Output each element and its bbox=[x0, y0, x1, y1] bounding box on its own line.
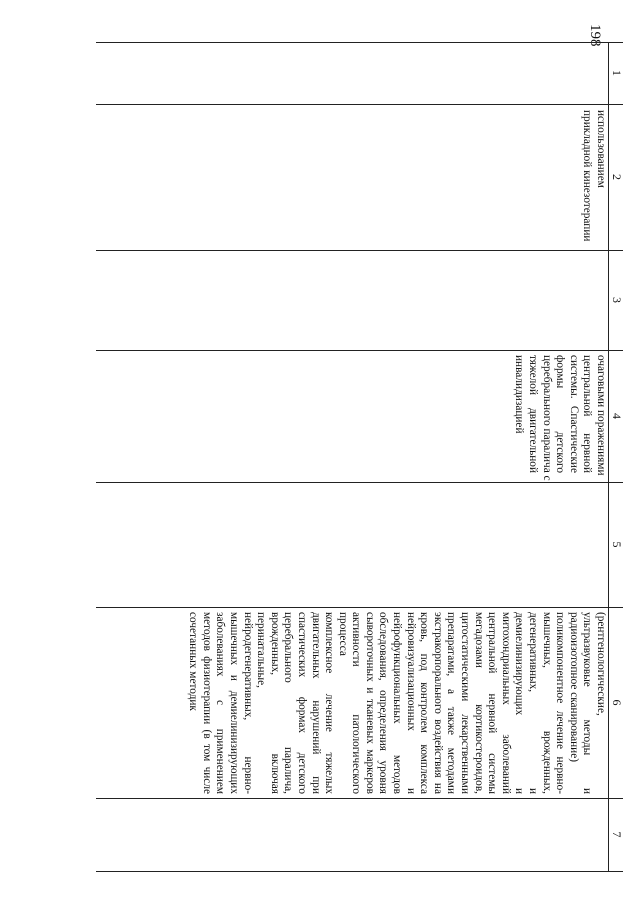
text-line: прикладной кинезотерапии bbox=[581, 110, 594, 242]
text-line: мышечных и демиелинизирующих bbox=[227, 612, 240, 794]
text-line: комплексное лечение тяжелых bbox=[323, 612, 336, 794]
column-rule bbox=[96, 42, 623, 43]
text-line: очаговыми поражениями bbox=[595, 355, 607, 476]
text-line: врожденных, включая bbox=[268, 612, 281, 794]
text-line: заболеваниях с применением bbox=[214, 612, 227, 794]
text-line: дегенеративных, и bbox=[527, 612, 540, 794]
column-rule bbox=[96, 104, 623, 105]
text-line: двигательных нарушений при bbox=[309, 612, 322, 794]
text-line: церебрального паралича с bbox=[540, 355, 553, 481]
column-rule bbox=[96, 350, 623, 351]
column-rule bbox=[96, 871, 623, 872]
text-line: центральной нервной bbox=[581, 355, 594, 473]
text-line: нейродегенеративных, нервно- bbox=[241, 612, 254, 794]
text-line: активности патологического bbox=[350, 612, 363, 794]
column-rule bbox=[96, 250, 623, 251]
header-col-6: 6 bbox=[610, 699, 624, 706]
column-rule bbox=[96, 798, 623, 799]
header-col-5: 5 bbox=[610, 541, 624, 548]
text-line: формы детского bbox=[554, 355, 567, 473]
text-line: поликомпонентное лечение нервно- bbox=[554, 612, 567, 794]
cell-col-2 bbox=[580, 110, 607, 240]
cell-col-4 bbox=[512, 355, 607, 481]
text-line: церебрального паралича, bbox=[282, 612, 295, 794]
text-line: нейровизуализационных и bbox=[404, 612, 417, 794]
text-line: использованием bbox=[595, 110, 607, 188]
text-line: спастических формах детского bbox=[295, 612, 308, 794]
cell-col-6 bbox=[186, 612, 607, 794]
text-line: обследования, определения уровня bbox=[377, 612, 390, 794]
text-line: экстракорпорального воздействия на bbox=[431, 612, 444, 794]
header-rule bbox=[608, 42, 609, 872]
header-col-2: 2 bbox=[610, 174, 624, 180]
text-line: демиелинизирующих и bbox=[513, 612, 526, 794]
header-col-3: 3 bbox=[610, 297, 624, 303]
text-line: центральной нервной системы bbox=[486, 612, 499, 794]
column-rule bbox=[96, 482, 623, 483]
header-col-7: 7 bbox=[610, 831, 624, 838]
rotated-table bbox=[96, 42, 623, 872]
header-col-4: 4 bbox=[610, 413, 624, 419]
header-col-1: 1 bbox=[610, 70, 624, 76]
text-line: кровь, под контролем комплекса bbox=[418, 612, 431, 794]
text-line: цитостатическими лекарственными bbox=[459, 612, 472, 794]
text-line: методов физиотерапии (в том числе bbox=[200, 612, 213, 794]
text-line: ультразвуковые методы и bbox=[581, 612, 594, 794]
text-line: тяжелой двигательной bbox=[527, 355, 540, 473]
text-line: препаратами, а также методами bbox=[445, 612, 458, 794]
text-line: (рентгенологические, bbox=[595, 612, 607, 716]
text-line: мегадозами кортикостероидов, bbox=[472, 612, 485, 794]
text-line: сывороточных и тканевых маркеров bbox=[363, 612, 376, 794]
text-line: мышечных, врожденных, bbox=[540, 612, 553, 794]
text-line: митохондриальных заболеваний bbox=[499, 612, 512, 794]
text-line: системы. Спастические bbox=[567, 355, 580, 473]
text-line: нейрофункциональных методов bbox=[391, 612, 404, 794]
text-line: процесса bbox=[336, 612, 349, 656]
page-number: 198 bbox=[587, 23, 603, 47]
text-line: инвалидизацией bbox=[513, 355, 526, 434]
text-line: перинатальные, bbox=[255, 612, 268, 688]
column-rule bbox=[96, 607, 623, 608]
text-line: радиоизотопное сканирование) bbox=[567, 612, 580, 762]
text-line: сочетанных методик bbox=[187, 612, 200, 711]
